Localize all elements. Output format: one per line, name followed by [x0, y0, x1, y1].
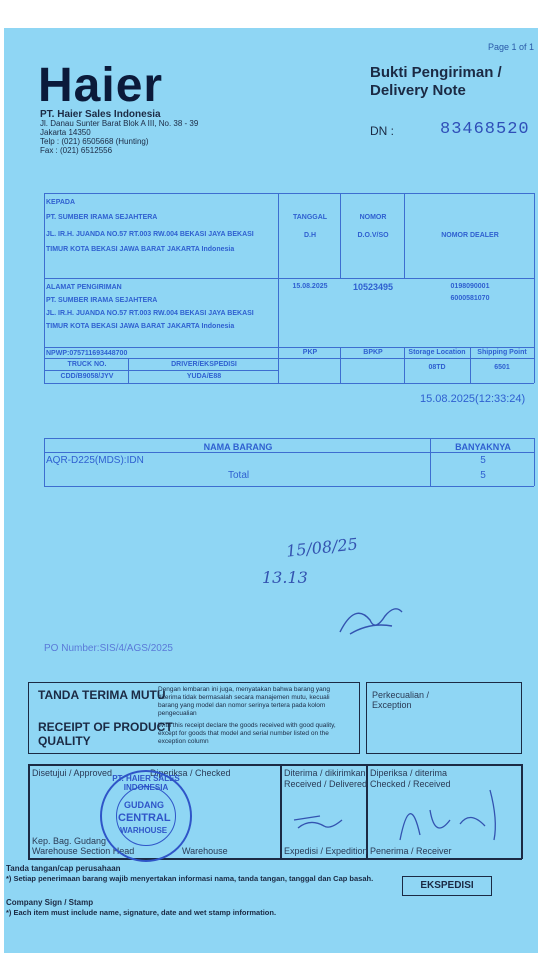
driver-label: DRIVER/EKSPEDISI — [171, 361, 237, 368]
table-border-bottom — [44, 383, 534, 384]
handwritten-time: 13.13 — [262, 568, 308, 587]
haier-logo: Haier — [38, 59, 164, 112]
address-line-2: Jakarta 14350 — [40, 128, 91, 137]
kepada-address-2: TIMUR KOTA BEKASI JAWA BARAT JAKARTA Indonesia — [46, 246, 235, 253]
warehouse-head-label: Kep. Bag. Gudang Warehouse Section Head — [32, 836, 135, 856]
page-number: Page 1 of 1 — [488, 42, 535, 52]
table-divider — [44, 370, 278, 371]
sign-note: *) Each item must include name, signature, date and wet stamp information. — [6, 908, 277, 917]
sign-grid-bottom — [28, 858, 522, 860]
stamp-outer-text: PT. HAIER SALES INDONESIA — [112, 774, 180, 792]
item-table-right — [534, 438, 535, 486]
table-border-right — [534, 193, 535, 383]
exception-label: Perkecualian / Exception — [372, 690, 430, 710]
receipt-title-en-1: RECEIPT OF PRODUCT — [38, 720, 173, 734]
dealer-value-1: 0198090001 — [450, 283, 490, 290]
driver-value: YUDA/E88 — [186, 373, 222, 380]
table-col-line — [340, 347, 341, 383]
table-border-top — [44, 193, 534, 194]
checked-received-label: Diperiksa / diterima Checked / Received — [370, 768, 451, 789]
penerima-label: Penerima / Receiver — [370, 846, 452, 856]
total-label: Total — [228, 470, 250, 481]
alamat-name: PT. SUMBER IRAMA SEJAHTERA — [46, 297, 158, 304]
npwp: NPWP:075711693448700 — [46, 350, 128, 357]
dn-number: 83468520 — [440, 120, 530, 139]
stamp-line-1: GUDANG — [124, 800, 164, 810]
nomor-value: 10523495 — [352, 282, 394, 292]
table-col-line — [278, 193, 279, 383]
sign-grid-top — [28, 764, 522, 766]
truck-value: CDD/B9058/JYV — [60, 373, 114, 380]
item-table-left — [44, 438, 45, 486]
ttd-title: Tanda tangan/cap perusahaan — [6, 864, 121, 873]
address-line-1: Jl. Danau Sunter Barat Blok A III, No. 38 - 39 — [40, 119, 199, 128]
receipt-title-en-2: QUALITY — [38, 734, 91, 748]
table-divider — [44, 278, 534, 279]
document-title — [370, 64, 502, 100]
col-banyaknya: BANYAKNYA — [455, 442, 511, 452]
receipt-title-en — [38, 720, 173, 748]
ekspedisi-box: EKSPEDISI — [402, 876, 492, 896]
kepada-label: KEPADA — [46, 199, 76, 206]
alamat-address-2: TIMUR KOTA BEKASI JAWA BARAT JAKARTA Indonesia — [46, 323, 235, 330]
bpkp-label: BPKP — [363, 349, 383, 356]
pkp-label: PKP — [302, 349, 318, 356]
kepada-name: PT. SUMBER IRAMA SEJAHTERA — [46, 214, 158, 221]
tanggal-label: TANGGAL — [292, 214, 328, 221]
po-number: PO Number:SIS/4/AGS/2025 — [44, 643, 173, 654]
item-table-top — [44, 438, 534, 439]
item-name: AQR-D225(MDS):IDN — [46, 455, 144, 466]
sign-grid-right — [521, 764, 523, 859]
dealer-label: NOMOR DEALER — [441, 232, 499, 239]
dealer-value-2: 6000581070 — [450, 295, 490, 302]
dn-label: DN : — [370, 124, 394, 138]
checked-label: Diperiksa / Checked — [150, 768, 231, 778]
table-col-line — [128, 358, 129, 383]
alamat-address-1: JL. IR.H. JUANDA NO.57 RT.003 RW.004 BEKASI JAYA BEKASI — [46, 310, 254, 317]
item-table-bottom — [44, 486, 534, 487]
stamp-line-2: CENTRAL — [118, 812, 171, 824]
tanggal-sub: D.H — [303, 232, 317, 239]
table-col-line — [340, 193, 341, 278]
kepada-address-1: JL. IR.H. JUANDA NO.57 RT.003 RW.004 BEKASI JAYA BEKASI — [46, 231, 254, 238]
company-info — [40, 110, 198, 155]
expedition-signature — [290, 800, 364, 840]
truck-label: TRUCK NO. — [67, 361, 107, 368]
approved-label: Disetujui / Approved — [32, 768, 113, 778]
col-nama-barang: NAMA BARANG — [203, 442, 273, 452]
table-divider — [44, 347, 534, 348]
shipping-point-value: 6501 — [494, 364, 510, 371]
item-table-divider — [44, 452, 534, 453]
table-divider — [44, 358, 534, 359]
alamat-label: ALAMAT PENGIRIMAN — [46, 284, 122, 291]
receipt-text-en: With this receipt declare the goods received with good quality, except for goods that model and serial number listed on the exception column — [158, 722, 336, 745]
handwritten-date: 15/08/25 — [285, 534, 359, 561]
sign-grid-col — [280, 764, 282, 859]
receiver-signature — [390, 780, 510, 850]
expedisi-label: Expedisi / Expedition — [284, 846, 368, 856]
table-border-left — [44, 193, 45, 383]
shipping-point-label: Shipping Point — [477, 349, 527, 356]
sign-title: Company Sign / Stamp — [6, 898, 94, 907]
warehouse-label: Warehouse — [182, 846, 228, 856]
table-col-line — [404, 193, 405, 278]
doc-title-line-1: Bukti Pengiriman / — [370, 64, 502, 81]
tanggal-value: 15.08.2025 — [292, 283, 328, 290]
nomor-label: NOMOR — [359, 214, 387, 221]
signature-scribble — [330, 592, 410, 642]
fax-line: Fax : (021) 6512556 — [40, 146, 113, 155]
nomor-sub: D.O.V/SO — [357, 232, 389, 239]
received-delivered-label: Diterima / dikirimkan Received / Delivered — [284, 768, 368, 789]
receipt-title-id: TANDA TERIMA MUTU — [38, 688, 166, 702]
storage-location-value: 08TD — [428, 364, 446, 371]
warehouse-stamp — [100, 770, 192, 862]
item-table-col — [430, 438, 431, 486]
item-qty: 5 — [480, 455, 486, 466]
company-name: PT. Haier Sales Indonesia — [40, 109, 161, 120]
stamp-line-3: WARHOUSE — [120, 826, 168, 835]
telp-line: Telp : (021) 6505668 (Hunting) — [40, 137, 149, 146]
ttd-note: *) Setiap penerimaan barang wajib menyertakan informasi nama, tanda tangan, tanggal dan Cap basah. — [6, 874, 374, 883]
total-qty: 5 — [480, 470, 486, 481]
sign-grid-left — [28, 764, 30, 859]
receipt-text-id: Dengan lembaran ini juga, menyatakan bahwa barang yang diterima tidak bermasalah secara manajemen mutu, kecuali barang yang model dan nomor serinya tertera pada kolom pengecualian — [158, 686, 331, 717]
doc-title-line-2: Delivery Note — [370, 82, 466, 99]
storage-location-label: Storage Location — [408, 349, 466, 356]
print-timestamp: 15.08.2025(12:33:24) — [420, 393, 526, 405]
